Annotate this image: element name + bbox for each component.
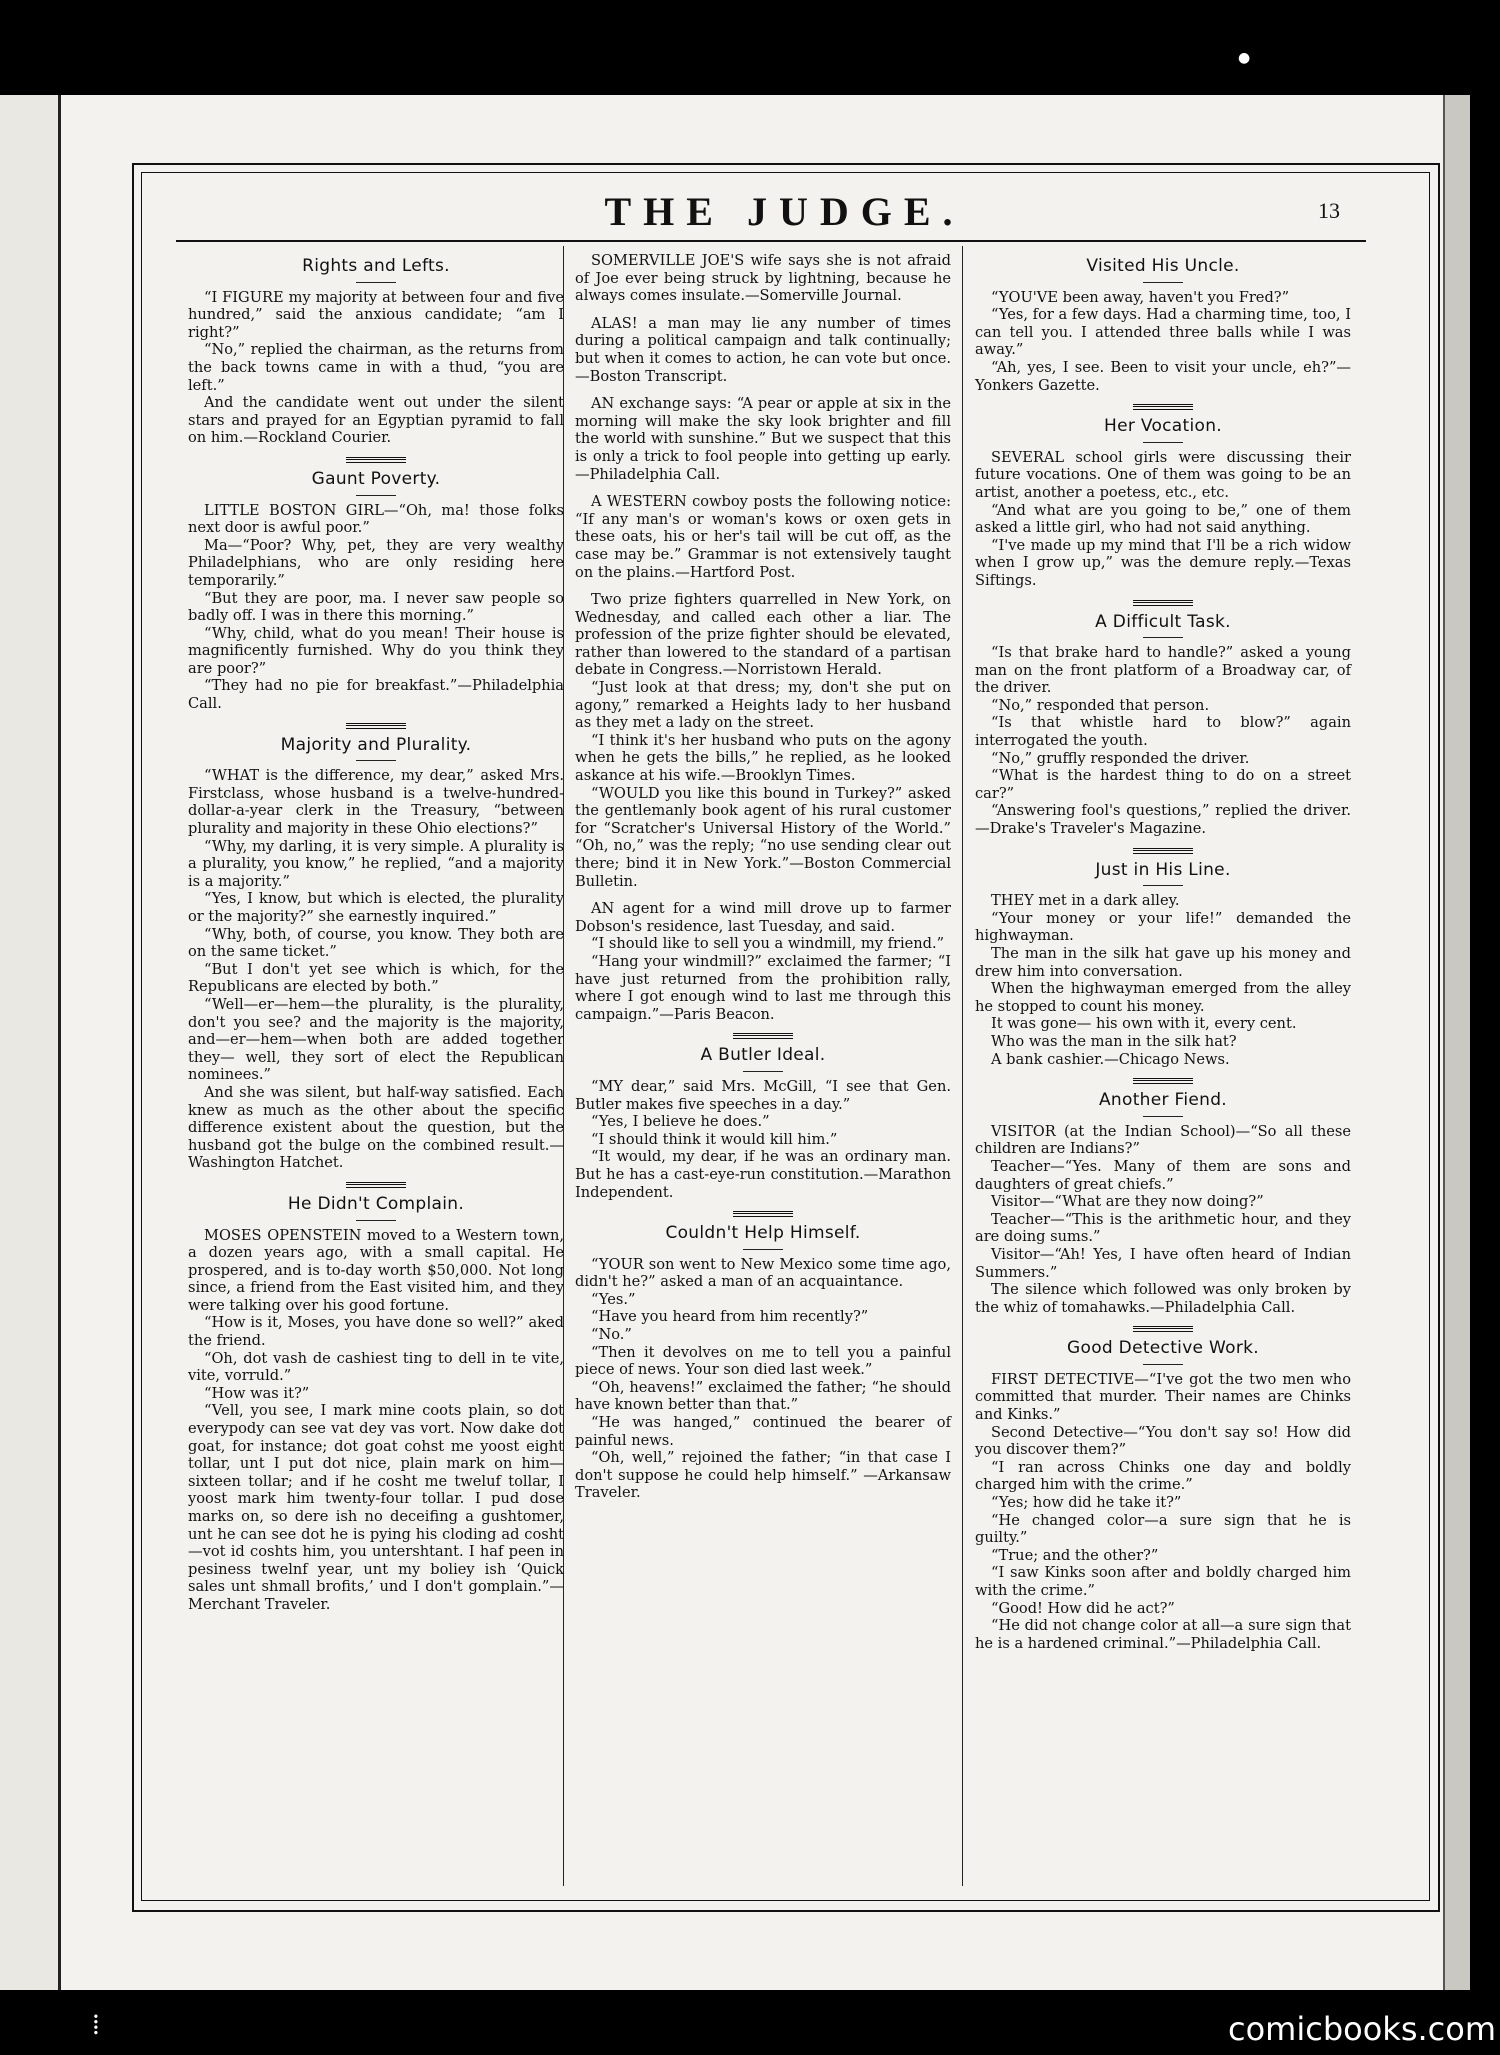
- article-separator: [733, 1033, 793, 1039]
- article-paragraph: “No,” gruffly responded the driver.: [991, 749, 1250, 767]
- article-paragraph: “Why, child, what do you mean! Their house is magnificently furnished. Why do you think they are poor?”: [188, 624, 564, 677]
- article-paragraph: “Then it devolves on me to tell you a painful piece of news. Your son died last week.”: [575, 1343, 951, 1379]
- article-paragraph: “YOUR son went to New Mexico some time ago, didn't he?” asked a man of an acquaintance.: [575, 1255, 951, 1291]
- article-paragraph: “Is that brake hard to handle?” asked a young man on the front platform of a Broadway car, of the driver.: [975, 644, 1351, 697]
- article-paragraph: “And what are you going to be,” one of them asked a little girl, who had not said anything.: [975, 501, 1351, 537]
- article-paragraph: Second Detective—“You don't say so! How did you discover them?”: [975, 1423, 1351, 1459]
- article-paragraph: “YOU'VE been away, haven't you Fred?”: [991, 288, 1290, 306]
- article-separator: [1133, 600, 1193, 606]
- masthead-title: THE JUDGE.: [604, 189, 965, 234]
- article-title: A Butler Ideal.: [575, 1047, 951, 1072]
- article-paragraph: And the candidate went out under the silent stars and prayed for an Egyptian pyramid to fall on him.—Rockland Courier.: [188, 394, 564, 447]
- article-title: Rights and Lefts.: [188, 258, 564, 283]
- facing-page-edge: [0, 95, 61, 1990]
- article-paragraph: “I should think it would kill him.”: [591, 1130, 838, 1148]
- article-title: Just in His Line.: [975, 862, 1351, 887]
- article-paragraph: AN agent for a wind mill drove up to farmer Dobson's residence, last Tuesday, and said.: [575, 900, 951, 935]
- article-paragraph: “I've made up my mind that I'll be a rich widow when I grow up,” was the demure reply.—Texas Siftings.: [975, 536, 1351, 589]
- article-separator: [346, 457, 406, 463]
- article-paragraph: “No,” responded that person.: [991, 696, 1210, 714]
- article-paragraph: “Yes, for a few days. Had a charming time, too, I can tell you. I attended three balls while I was away.”: [975, 306, 1351, 359]
- article-paragraph: “Hang your windmill?” exclaimed the farmer; “I have just returned from the prohibition rally, where I got enough wind to last me through this campaign.”—Paris Beacon.: [575, 952, 951, 1023]
- article-paragraph: “But they are poor, ma. I never saw people so badly off. I was in there this morning.”: [188, 589, 564, 625]
- article-title: Visited His Uncle.: [975, 258, 1351, 283]
- article-paragraph: Teacher—“Yes. Many of them are sons and daughters of great chiefs.”: [975, 1157, 1351, 1193]
- article-paragraph: “They had no pie for breakfast.”—Philadelphia Call.: [188, 677, 564, 713]
- article-paragraph: “No,” replied the chairman, as the returns from the back towns came in with a thud, “you are left.”: [188, 341, 564, 394]
- masthead-rule: [176, 240, 1366, 242]
- article-paragraph: VISITOR (at the Indian School)—“So all these children are Indians?”: [975, 1122, 1351, 1158]
- article-paragraph: “How was it?”: [204, 1384, 310, 1402]
- article-paragraph: “WOULD you like this bound in Turkey?” asked the gentlemanly book agent of his rural customer for “Scratcher's Universal History of the World.” “Oh, no,” was the reply; “no use sending clear out there; bind it in New York.”—Boston Commercial Bulletin.: [575, 784, 951, 890]
- article-paragraph: “What is the hardest thing to do on a street car?”: [975, 767, 1351, 802]
- page-edge-right: [1443, 95, 1470, 1990]
- article-paragraph: “True; and the other?”: [991, 1546, 1159, 1564]
- article-paragraph: And she was silent, but half-way satisfied. Each knew as much as the other about the specific difference existent about the question, but the husband got the bulge on the combined result.—Washington Hatchet.: [188, 1083, 564, 1172]
- column-rule-2: [962, 246, 963, 1886]
- article-paragraph: SOMERVILLE JOE'S wife says she is not afraid of Joe ever being struck by lightning, because he always comes insulate.—Somerville Journal.: [575, 252, 951, 305]
- article-paragraph: “I ran across Chinks one day and boldly charged him with the crime.”: [975, 1458, 1351, 1494]
- article-paragraph: LITTLE BOSTON GIRL—“Oh, ma! those folks next door is awful poor.”: [188, 501, 564, 537]
- article-paragraph: “Oh, dot vash de cashiest ting to dell in te vite, vite, vorruld.”: [188, 1349, 564, 1385]
- article-paragraph: “Yes.”: [591, 1290, 636, 1308]
- binding-mark-icon: ⁞: [92, 2008, 100, 2041]
- article-paragraph: When the highwayman emerged from the alley he stopped to count his money.: [975, 980, 1351, 1015]
- article-paragraph: “Answering fool's questions,” replied the driver.—Drake's Traveler's Magazine.: [975, 802, 1351, 838]
- article-paragraph: “Well—er—hem—the plurality, is the plurality, don't you see? and the majority is the majority, and—er—hem—when both are added together they— well, they sort of elect the Republican nominees.”: [188, 995, 564, 1084]
- article-paragraph: The silence which followed was only broken by the whiz of tomahawks.—Philadelphia Call.: [975, 1281, 1351, 1316]
- article-paragraph: “I saw Kinks soon after and boldly charged him with the crime.”: [975, 1564, 1351, 1599]
- article-paragraph: “Just look at that dress; my, don't she put on agony,” remarked a Heights lady to her husband as they met a lady on the street.: [575, 679, 951, 732]
- article-paragraph: “I FIGURE my majority at between four and five hundred,” said the anxious candidate; “am I right?”: [188, 288, 564, 341]
- article-paragraph: “It would, my dear, if he was an ordinary man. But he has a cast-eye-run constitution.—Marathon Independent.: [575, 1148, 951, 1201]
- article-paragraph: “Vell, you see, I mark mine coots plain, so dot everypody can see vat dey vas vort. Now dake dot goat, for instance; dot goat cohst me yoost eight tollar, unt I put dot nice, plain mark on him—sixteen tollar; and if he cosht me tweluf tollar, I yoost mark him twenty-four tollar. I pud dose marks on, so dere ish no deceifing a gushtomer, unt he can see dot he is pying his cloding ad cosht—vot id coshts him, you untershtant. I haf peen in pesiness twelnf year, unt my boliey ish ‘Quick sales unt shmall brofits,’ und I don't gomplain.”—Merchant Traveler.: [188, 1402, 564, 1613]
- article-title: Good Detective Work.: [975, 1340, 1351, 1365]
- article-paragraph: “Yes, I know, but which is elected, the plurality or the majority?” she earnestly inquired.”: [188, 890, 564, 925]
- article-title: A Difficult Task.: [975, 614, 1351, 639]
- article-title: Majority and Plurality.: [188, 737, 564, 762]
- article-paragraph: Who was the man in the silk hat?: [991, 1032, 1237, 1050]
- article-paragraph: “Why, both, of course, you know. They both are on the same ticket.”: [188, 925, 564, 961]
- article-paragraph: MOSES OPENSTEIN moved to a Western town, a dozen years ago, with a small capital. He prospered, and is to-day worth $50,000. Not long since, a friend from the East visited him, and they were talking over his good fortune.: [188, 1226, 564, 1314]
- article-paragraph: ALAS! a man may lie any number of times during a political campaign and talk continually; but when it comes to action, he can vote but once.—Boston Transcript.: [575, 314, 951, 385]
- article-paragraph: “He was hanged,” continued the bearer of painful news.: [575, 1414, 951, 1449]
- article-separator: [346, 723, 406, 729]
- article-paragraph: “How is it, Moses, you have done so well?” aked the friend.: [188, 1314, 564, 1350]
- article-title: He Didn't Complain.: [188, 1196, 564, 1221]
- article-paragraph: Ma—“Poor? Why, pet, they are very wealthy Philadelphians, who are only residing here temporarily.”: [188, 536, 564, 589]
- article-paragraph: “MY dear,” said Mrs. McGill, “I see that Gen. Butler makes five speeches in a day.”: [575, 1077, 951, 1113]
- article-paragraph: SEVERAL school girls were discussing their future vocations. One of them was going to be an artist, another a poetess, etc., etc.: [975, 448, 1351, 501]
- column-1: [188, 252, 564, 1614]
- article-paragraph: “He changed color—a sure sign that he is guilty.”: [975, 1511, 1351, 1547]
- article-paragraph: Two prize fighters quarrelled in New York, on Wednesday, and called each other a liar. The profession of the prize fighter should be elevated, rather than lowered to the standard of a partisan debate in Congress.—Norristown Herald.: [575, 591, 951, 679]
- article-title: Couldn't Help Himself.: [575, 1225, 951, 1250]
- article-paragraph: “Yes, I believe he does.”: [591, 1113, 770, 1131]
- article-paragraph: Teacher—“This is the arithmetic hour, and they are doing sums.”: [975, 1210, 1351, 1246]
- article-paragraph: Visitor—“What are they now doing?”: [991, 1193, 1264, 1211]
- article-paragraph: THEY met in a dark alley.: [991, 892, 1180, 910]
- article-separator: [733, 1211, 793, 1217]
- article-paragraph: “Your money or your life!” demanded the highwayman.: [975, 909, 1351, 945]
- article-paragraph: “He did not change color at all—a sure sign that he is a hardened criminal.”—Philadelphia Call.: [975, 1617, 1351, 1652]
- article-paragraph: “Why, my darling, it is very simple. A plurality is a plurality, you know,” he replied, “and a majority is a majority.”: [188, 837, 564, 890]
- article-paragraph: Visitor—“Ah! Yes, I have often heard of Indian Summers.”: [975, 1245, 1351, 1281]
- article-paragraph: “No.”: [591, 1326, 632, 1344]
- article-paragraph: “I should like to sell you a windmill, my friend.”: [591, 935, 945, 953]
- page-number: 13: [1318, 198, 1340, 223]
- article-paragraph: The man in the silk hat gave up his money and drew him into conversation.: [975, 945, 1351, 980]
- article-paragraph: “Yes; how did he take it?”: [991, 1494, 1182, 1512]
- article-paragraph: A WESTERN cowboy posts the following notice: “If any man's or woman's kows or oxen gets in these oats, his or her's tail will be cut off, as the case may be.” Grammar is not extensively taught on the plains.—Hartford Post.: [575, 493, 951, 581]
- article-paragraph: “Oh, well,” rejoined the father; “in that case I don't suppose he could help himself.” —Arkansaw Traveler.: [575, 1449, 951, 1502]
- article-paragraph: “But I don't yet see which is which, for the Republicans are elected by both.”: [188, 960, 564, 996]
- column-2: [575, 252, 951, 1502]
- article-paragraph: FIRST DETECTIVE—“I've got the two men who committed that murder. Their names are Chinks and Kinks.”: [975, 1370, 1351, 1424]
- article-separator: [1133, 1326, 1193, 1332]
- article-paragraph: A bank cashier.—Chicago News.: [991, 1050, 1230, 1068]
- article-separator: [346, 1182, 406, 1188]
- article-paragraph: “Have you heard from him recently?”: [591, 1308, 869, 1326]
- article-paragraph: “Is that whistle hard to blow?” again interrogated the youth.: [975, 714, 1351, 750]
- article-separator: [1133, 848, 1193, 854]
- scan-mark-icon: ●: [1238, 50, 1251, 66]
- article-paragraph: “Ah, yes, I see. Been to visit your uncle, eh?”—Yonkers Gazette.: [975, 358, 1351, 394]
- article-paragraph: “I think it's her husband who puts on the agony when he gets the bills,” he replied, as he looked askance at his wife.—Brooklyn Times.: [575, 731, 951, 785]
- article-paragraph: “Good! How did he act?”: [991, 1599, 1175, 1617]
- article-title: Another Fiend.: [975, 1092, 1351, 1117]
- article-title: Her Vocation.: [975, 418, 1351, 443]
- article-separator: [1133, 1078, 1193, 1084]
- article-title: Gaunt Poverty.: [188, 471, 564, 496]
- article-separator: [1133, 404, 1193, 410]
- column-3: [975, 252, 1351, 1652]
- article-paragraph: It was gone— his own with it, every cent.: [991, 1015, 1297, 1033]
- article-paragraph: AN exchange says: “A pear or apple at six in the morning will make the sky look brighter and fill the world with sunshine.” But we suspect that this is only a trick to fool people into getting up early.—Philadelphia Call.: [575, 395, 951, 483]
- article-paragraph: “WHAT is the difference, my dear,” asked Mrs. Firstclass, whose husband is a twelve-hundred-dollar-a-year clerk in the Treasury, “between plurality and majority in these Ohio elections?”: [188, 767, 564, 838]
- article-paragraph: “Oh, heavens!” exclaimed the father; “he should have known better than that.”: [575, 1378, 951, 1414]
- watermark: comicbooks.com: [1228, 2010, 1497, 2048]
